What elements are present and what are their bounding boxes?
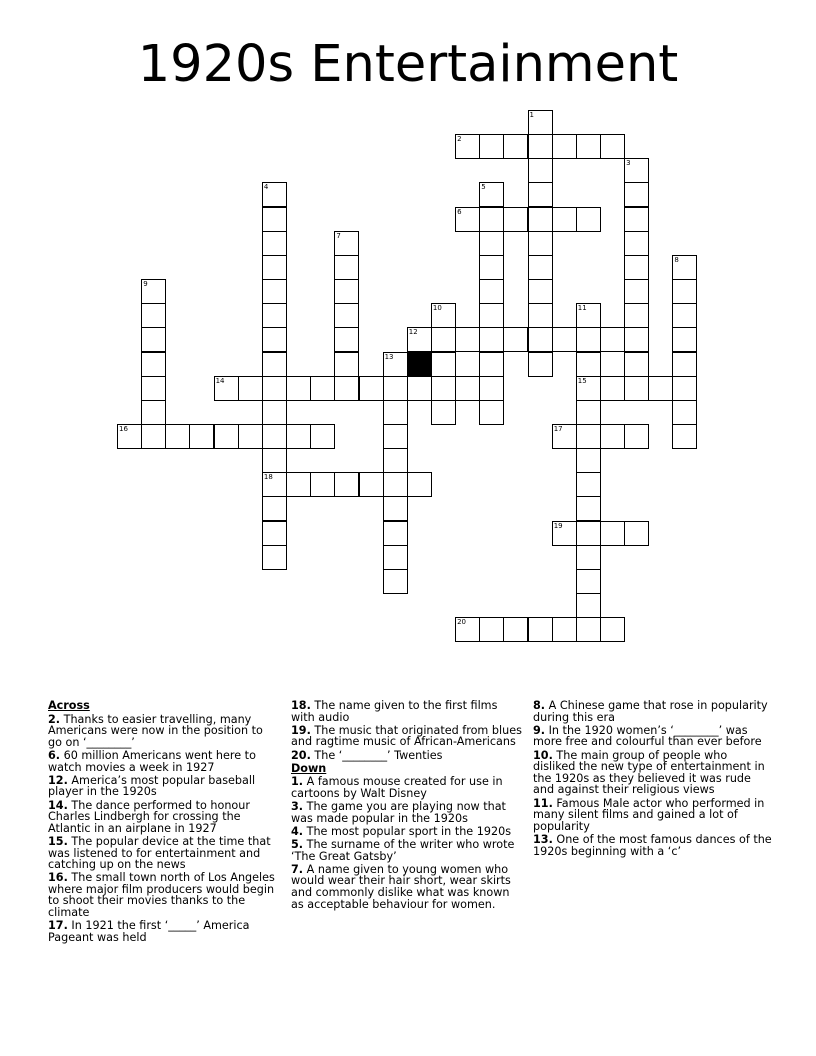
- grid-cell[interactable]: [479, 617, 504, 642]
- grid-cell[interactable]: [624, 352, 649, 377]
- clue-number: 7: [336, 231, 341, 240]
- grid-cell[interactable]: [262, 376, 287, 401]
- grid-cell[interactable]: [672, 279, 697, 304]
- grid-cell[interactable]: [383, 400, 408, 425]
- grid-cell[interactable]: [576, 303, 601, 328]
- grid-cell[interactable]: [455, 376, 480, 401]
- clue-number: 5: [481, 183, 486, 192]
- grid-cell[interactable]: [431, 303, 456, 328]
- clue-number: 16: [119, 424, 128, 433]
- grid-cell[interactable]: [334, 472, 359, 497]
- grid-cell[interactable]: [262, 545, 287, 570]
- grid-cell[interactable]: [214, 424, 239, 449]
- grid-cell[interactable]: [383, 352, 408, 377]
- grid-cell[interactable]: [528, 158, 553, 183]
- grid-cell[interactable]: [624, 279, 649, 304]
- grid-cell[interactable]: [600, 376, 625, 401]
- grid-cell[interactable]: [262, 255, 287, 280]
- grid-cell[interactable]: [407, 327, 432, 352]
- clues-column-3: [533, 700, 773, 859]
- grid-cell[interactable]: [262, 279, 287, 304]
- clue-down-11: 11. Famous Male actor who performed in many silent films and gained a lot of popularity: [533, 796, 765, 833]
- grid-cell[interactable]: [479, 352, 504, 377]
- grid-cell[interactable]: [528, 207, 553, 232]
- grid-cell[interactable]: [334, 303, 359, 328]
- grid-cell[interactable]: [238, 424, 263, 449]
- grid-cell[interactable]: [141, 424, 166, 449]
- grid-cell[interactable]: [528, 327, 553, 352]
- grid-cell[interactable]: [286, 424, 311, 449]
- grid-cell[interactable]: [334, 376, 359, 401]
- grid-cell[interactable]: [600, 521, 625, 546]
- grid-cell[interactable]: [383, 545, 408, 570]
- grid-cell[interactable]: [141, 279, 166, 304]
- grid-cell[interactable]: [262, 231, 287, 256]
- grid-cell[interactable]: [262, 424, 287, 449]
- clue-across-19: 19. The music that originated from blues and ragtime music of African-Americans: [291, 723, 522, 749]
- grid-cell[interactable]: [383, 448, 408, 473]
- grid-cell[interactable]: [576, 593, 601, 618]
- grid-cell[interactable]: [262, 207, 287, 232]
- grid-cell[interactable]: [624, 303, 649, 328]
- grid-cell[interactable]: [479, 400, 504, 425]
- clue-down-9: 9. In the 1920 women’s ‘________’ was more free and colourful than ever before: [533, 723, 762, 749]
- grid-cell[interactable]: [576, 207, 601, 232]
- grid-cell[interactable]: [576, 617, 601, 642]
- clue-number: 9: [143, 280, 148, 288]
- grid-cell[interactable]: [624, 521, 649, 546]
- grid-cell[interactable]: [383, 376, 408, 401]
- grid-cell[interactable]: [552, 134, 577, 159]
- grid-cell[interactable]: [624, 376, 649, 401]
- grid-cell[interactable]: [141, 327, 166, 352]
- clue-across-16: 16. The small town north of Los Angeles where major film producers would begin to shoot their movies thanks to the climate: [48, 871, 275, 920]
- grid-cell[interactable]: [528, 110, 553, 135]
- clue-number: 6: [457, 207, 462, 216]
- clue-number: 8: [674, 255, 679, 264]
- grid-cell[interactable]: [552, 617, 577, 642]
- grid-cell[interactable]: [503, 617, 528, 642]
- grid-cell[interactable]: [141, 400, 166, 425]
- grid-cell[interactable]: [383, 496, 408, 521]
- clue-across-15: 15. The popular device at the time that was listened to for entertainment and catching up on the news: [48, 834, 271, 872]
- clue-across-18: 18. The name given to the first films with audio: [291, 699, 498, 724]
- across-heading: Across: [48, 699, 90, 712]
- grid-cell[interactable]: [141, 303, 166, 328]
- grid-cell[interactable]: [262, 182, 287, 207]
- grid-cell[interactable]: [455, 617, 480, 642]
- grid-cell[interactable]: [455, 134, 480, 159]
- clue-across-2: 2. Thanks to easier travelling, many Americans were now in the position to go on ‘________’: [48, 712, 263, 749]
- grid-cell[interactable]: [576, 327, 601, 352]
- grid-cell[interactable]: [624, 424, 649, 449]
- grid-cell[interactable]: [479, 279, 504, 304]
- grid-cell[interactable]: [576, 472, 601, 497]
- grid-cell[interactable]: [576, 521, 601, 546]
- grid-cell[interactable]: [117, 424, 142, 449]
- grid-cell[interactable]: [576, 496, 601, 521]
- grid-cell[interactable]: [552, 521, 577, 546]
- grid-cell[interactable]: [600, 327, 625, 352]
- blocked-cell: [407, 352, 432, 377]
- grid-cell[interactable]: [672, 352, 697, 377]
- clue-number: 13: [384, 352, 394, 361]
- grid-cell[interactable]: [455, 327, 480, 352]
- grid-cell[interactable]: [528, 255, 553, 280]
- grid-cell[interactable]: [528, 182, 553, 207]
- grid-cell[interactable]: [262, 400, 287, 425]
- grid-cell[interactable]: [624, 255, 649, 280]
- grid-cell[interactable]: [479, 327, 504, 352]
- clue-number: 17: [553, 424, 563, 433]
- clue-number: 18: [263, 473, 273, 482]
- grid-cell[interactable]: [214, 376, 239, 401]
- grid-cell[interactable]: [672, 255, 697, 280]
- clue-number: 4: [263, 183, 269, 192]
- grid-cell[interactable]: [672, 376, 697, 401]
- grid-cell[interactable]: [576, 448, 601, 473]
- clue-number: 20: [457, 618, 467, 627]
- grid-cell[interactable]: [479, 231, 504, 256]
- grid-cell[interactable]: [455, 207, 480, 232]
- grid-cell[interactable]: [600, 617, 625, 642]
- clues-column-2: [291, 700, 523, 912]
- grid-cell[interactable]: [262, 352, 287, 377]
- clue-number: 15: [577, 376, 587, 385]
- clue-across-20: 20. The ‘________’ Twenties: [291, 748, 443, 762]
- grid-cell[interactable]: [383, 472, 408, 497]
- grid-cell[interactable]: [359, 472, 384, 497]
- grid-cell[interactable]: [359, 376, 384, 401]
- grid-cell[interactable]: [552, 327, 577, 352]
- grid-cell[interactable]: [600, 424, 625, 449]
- grid-cell[interactable]: [576, 400, 601, 425]
- grid-cell[interactable]: [310, 472, 335, 497]
- grid-cell[interactable]: [576, 352, 601, 377]
- grid-cell[interactable]: [600, 134, 625, 159]
- clue-number: 10: [432, 304, 442, 313]
- clues-column-1: [48, 700, 280, 945]
- grid-cell[interactable]: [576, 134, 601, 159]
- grid-cell[interactable]: [503, 134, 528, 159]
- clue-down-10: 10. The main group of people who disliked the new type of entertainment in the 1920s as they believed it was rude and against their religious views: [533, 748, 765, 797]
- grid-cell[interactable]: [672, 424, 697, 449]
- grid-cell[interactable]: [141, 352, 166, 377]
- grid-cell[interactable]: [334, 231, 359, 256]
- clue-across-17: 17. In 1921 the first ‘_____’ America Pageant was held: [48, 919, 250, 944]
- clue-number: 3: [626, 159, 631, 168]
- grid-cell[interactable]: [286, 472, 311, 497]
- grid-cell[interactable]: [431, 400, 456, 425]
- grid-cell[interactable]: [479, 376, 504, 401]
- grid-cell[interactable]: [479, 255, 504, 280]
- grid-cell[interactable]: [262, 303, 287, 328]
- clue-down-5: 5. The surname of the writer who wrote ‘The Great Gatsby’: [291, 838, 515, 863]
- grid-cell[interactable]: [431, 376, 456, 401]
- grid-cell[interactable]: [334, 327, 359, 352]
- grid-cell[interactable]: [624, 182, 649, 207]
- grid-cell[interactable]: [383, 521, 408, 546]
- grid-cell[interactable]: [189, 424, 214, 449]
- grid-cell[interactable]: [262, 521, 287, 546]
- grid-cell[interactable]: [672, 303, 697, 328]
- grid-cell[interactable]: [334, 352, 359, 377]
- grid-cell[interactable]: [407, 376, 432, 401]
- clue-across-12: 12. America’s most popular baseball player in the 1920s: [48, 773, 256, 799]
- grid-cell[interactable]: [165, 424, 190, 449]
- grid-cell[interactable]: [431, 352, 456, 377]
- grid-cell[interactable]: [141, 376, 166, 401]
- clue-number: 11: [577, 304, 587, 313]
- grid-cell[interactable]: [383, 569, 408, 594]
- grid-cell[interactable]: [383, 424, 408, 449]
- grid-cell[interactable]: [624, 327, 649, 352]
- clue-down-13: 13. One of the most famous dances of the 1920s beginning with a ‘c’: [533, 832, 772, 858]
- grid-cell[interactable]: [528, 303, 553, 328]
- grid-cell[interactable]: [528, 352, 553, 377]
- clue-down-7: 7. A name given to young women who would wear their hair short, wear skirts and commonly dislike what was known as acceptable behaviour for women.: [291, 862, 511, 911]
- grid-cell[interactable]: [334, 279, 359, 304]
- grid-cell[interactable]: [528, 617, 553, 642]
- grid-cell[interactable]: [262, 448, 287, 473]
- clue-down-4: 4. The most popular sport in the 1920s: [291, 824, 512, 838]
- grid-cell[interactable]: [624, 158, 649, 183]
- grid-cell[interactable]: [503, 327, 528, 352]
- grid-cell[interactable]: [503, 207, 528, 232]
- grid-cell[interactable]: [624, 231, 649, 256]
- grid-cell[interactable]: [238, 376, 263, 401]
- clue-down-8: 8. A Chinese game that rose in popularity during this era: [533, 699, 768, 724]
- grid-cell[interactable]: [528, 279, 553, 304]
- grid-cell[interactable]: [310, 376, 335, 401]
- clue-number: 19: [553, 521, 563, 530]
- grid-cell[interactable]: [552, 207, 577, 232]
- clue-across-6: 6. 60 million Americans went here to watch movies a week in 1927: [48, 748, 256, 774]
- grid-cell[interactable]: [479, 134, 504, 159]
- clue-across-14: 14. The dance performed to honour Charles Lindbergh for crossing the Atlantic in an airplane in 1927: [48, 798, 250, 835]
- grid-cell[interactable]: [576, 376, 601, 401]
- grid-cell[interactable]: [479, 207, 504, 232]
- grid-cell[interactable]: [407, 472, 432, 497]
- clue-down-1: 1. A famous mouse created for use in cartoons by Walt Disney: [291, 775, 503, 800]
- puzzle-title: 1920s Entertainment: [137, 35, 679, 94]
- grid-cell[interactable]: [672, 400, 697, 425]
- clue-down-3: 3. The game you are playing now that was made popular in the 1920s: [291, 800, 506, 825]
- grid-cell[interactable]: [672, 327, 697, 352]
- grid-cell[interactable]: [552, 424, 577, 449]
- grid-cell[interactable]: [576, 569, 601, 594]
- clue-number: 14: [215, 376, 225, 385]
- grid-cell[interactable]: [262, 472, 287, 497]
- clue-number: 2: [457, 135, 462, 144]
- down-heading: Down: [291, 761, 327, 775]
- grid-cell[interactable]: [262, 496, 287, 521]
- grid-cell[interactable]: [624, 207, 649, 232]
- grid-cell[interactable]: [528, 231, 553, 256]
- grid-cell[interactable]: [479, 303, 504, 328]
- grid-cell[interactable]: [431, 327, 456, 352]
- grid-cell[interactable]: [262, 327, 287, 352]
- grid-cell[interactable]: [334, 255, 359, 280]
- grid-cell[interactable]: [576, 545, 601, 570]
- grid-cell[interactable]: [286, 376, 311, 401]
- clue-number: 12: [408, 328, 418, 337]
- grid-cell[interactable]: [310, 424, 335, 449]
- grid-cell[interactable]: [648, 376, 673, 401]
- grid-cell[interactable]: [576, 424, 601, 449]
- grid-cell[interactable]: [528, 134, 553, 159]
- grid-cell[interactable]: [479, 182, 504, 207]
- clue-number: 1: [529, 111, 534, 119]
